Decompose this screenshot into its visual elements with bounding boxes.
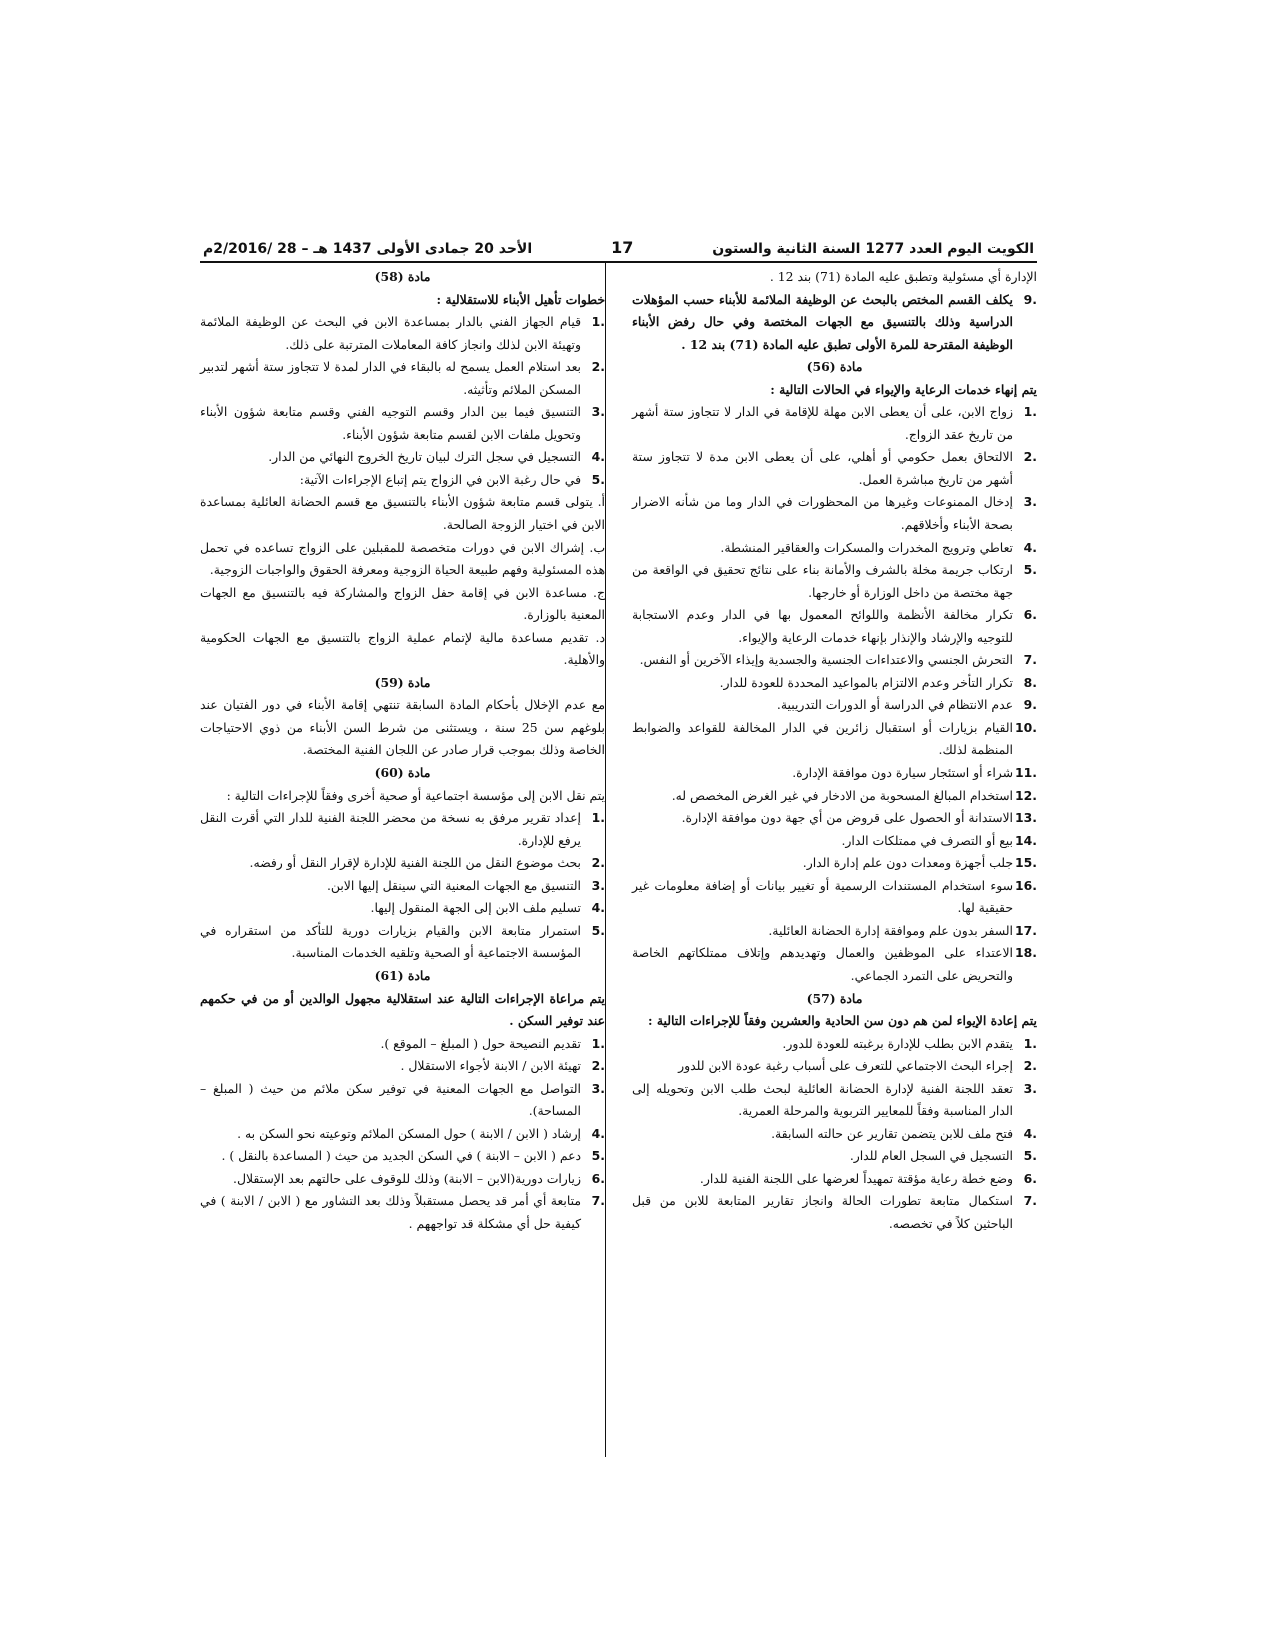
list-item: 10. القيام بزيارات أو استقبال زائرين في الدار المخالفة للقواعد والضوابط المنظمة لذلك. xyxy=(632,719,1037,758)
continuation-text: الإدارة أي مسئولية وتطبق عليه المادة (71) بند 12 . xyxy=(769,269,1037,284)
article-58-intro: خطوات تأهيل الأبناء للاستقلالية : xyxy=(436,291,605,307)
page-header xyxy=(200,237,1037,263)
list-item: 1. إعداد تقرير مرفق به نسخة من محضر اللجنة الفنية للدار التي أقرت النقل يرفع للإدارة. xyxy=(200,810,605,848)
list-item: 12. استخدام المبالغ المسحوبة من الادخار في غير الغرض المخصص له. xyxy=(671,787,1037,803)
list-item: 7. استكمال متابعة تطورات الحالة وانجاز تقارير المتابعة للابن من قبل الباحثين كلاً في تخصصه. xyxy=(632,1193,1037,1231)
list-item: 5. التسجيل في السجل العام للدار. xyxy=(849,1148,1037,1164)
list-item: 11. شراء أو استئجار سيارة دون موافقة الإدارة. xyxy=(792,765,1037,781)
list-item: 3. تعقد اللجنة الفنية لإدارة الحضانة العائلية لبحث طلب الابن وتحويله إلى الدار المناسبة وفقاً للمعايير التربوية والمرحلة العمرية. xyxy=(632,1080,1037,1119)
list-item: 1. يتقدم الابن بطلب للإدارة برغبته للعودة للدور. xyxy=(782,1035,1037,1051)
article-56-list xyxy=(632,401,1037,987)
article-60-intro: يتم نقل الابن إلى مؤسسة اجتماعية أو صحية أخرى وفقاً للإجراءات التالية : xyxy=(226,787,605,803)
two-columns xyxy=(200,263,1037,1236)
list-item: 4. فتح ملف للابن يتضمن تقارير عن حالته السابقة. xyxy=(771,1125,1037,1141)
list-item: 1. قيام الجهاز الفني بالدار بمساعدة الابن في البحث عن الوظيفة الملائمة وتهيئة الابن لذلك وانجاز كافة المعاملات المترتبة على ذلك. xyxy=(200,314,605,352)
article-59-title: مادة (59) xyxy=(374,674,431,690)
list-item: 2. بحث موضوع النقل من اللجنة الفنية للإدارة لإقرار النقل أو رفضه. xyxy=(249,855,605,871)
sub-item: ب. إشراك الابن في دورات متخصصة للمقبلين على الزواج تساعده في تحمل هذه المسئولية وفهم طبيعة الحياة الزوجية ومعرفة الحقوق والواجبات الزوجية. xyxy=(200,539,605,578)
list-item: 5. دعم ( الابن – الابنة ) في السكن الجديد من حيث ( المساعدة بالنقل ) . xyxy=(221,1148,605,1164)
list-item: 3. التنسيق مع الجهات المعنية التي سينقل إليها الابن. xyxy=(326,877,605,893)
article-59-text: مع عدم الإخلال بأحكام المادة السابقة تنتهي إقامة الأبناء في دور الفتيان عند بلوغهم سن 25 سنة ، ويستثنى من شرط السن الأبناء من ذوي الاحتياجات الخاصة وذلك بموجب قرار صادر عن اللجان الفنية المختصة. xyxy=(200,697,605,758)
article-61-title: مادة (61) xyxy=(374,967,431,983)
list-item: 4. تسليم ملف الابن إلى الجهة المنقول إليها. xyxy=(370,900,605,916)
list-item: 2. بعد استلام العمل يسمح له بالبقاء في الدار لمدة لا تتجاوز ستة أشهر لتدبير المسكن الملائم وتأثيثه. xyxy=(200,359,605,397)
header-date: الأحد 20 جمادى الأولى 1437 هـ – 28 /2/2016م xyxy=(203,241,533,257)
list-item: 16. سوء استخدام المستندات الرسمية أو تغيير بيانات أو إضافة معلومات غير حقيقية لها. xyxy=(632,877,1037,916)
article-60-title: مادة (60) xyxy=(374,765,431,781)
list-item: 4. تعاطي وترويج المخدرات والمسكرات والعقاقير المنشطة. xyxy=(720,539,1037,555)
sub-item: د. تقديم مساعدة مالية لإتمام عملية الزواج بالتنسيق مع الجهات الحكومية والأهلية. xyxy=(200,629,605,668)
list-item: 4. التسجيل في سجل الترك لبيان تاريخ الخروج النهائي من الدار. xyxy=(268,449,605,465)
list-item: 3. التواصل مع الجهات المعنية في توفير سكن ملائم من حيث ( المبلغ – المساحة). xyxy=(200,1080,605,1119)
header-issue-info: الكويت اليوم العدد 1277 السنة الثانية والستون xyxy=(712,241,1034,257)
list-item: 4. إرشاد ( الابن / الابنة ) حول المسكن الملائم وتوعيته نحو السكن به . xyxy=(237,1125,605,1141)
list-item: 7. التحرش الجنسي والاعتداءات الجنسية والجسدية وإيذاء الآخرين أو النفس. xyxy=(639,652,1037,668)
list-item: 14. بيع أو التصرف في ممتلكات الدار. xyxy=(841,832,1037,848)
list-item: 15. جلب أجهزة ومعدات دون علم إدارة الدار. xyxy=(802,855,1037,871)
column-divider xyxy=(605,263,606,1457)
article-61-intro: يتم مراعاة الإجراءات التالية عند استقلالية مجهول الوالدين أو من في حكمهم عند توفير السكن . xyxy=(200,990,605,1029)
left-column xyxy=(200,263,605,1236)
list-item: 6. تكرار مخالفة الأنظمة واللوائح المعمول بها في الدار وعدم الاستجابة للتوجيه والإرشاد والإنذار بإنهاء خدمات الرعاية والإيواء. xyxy=(632,607,1037,645)
article-57-title: مادة (57) xyxy=(806,990,863,1006)
list-item: 3. التنسيق فيما بين الدار وقسم التوجيه الفني وقسم متابعة شؤون الأبناء وتحويل ملفات الابن لقسم متابعة شؤون الأبناء. xyxy=(200,404,605,442)
art55-continued-list xyxy=(632,289,1037,357)
gazette-page xyxy=(200,237,1037,1236)
list-item: 2. إجراء البحث الاجتماعي للتعرف على أسباب رغبة عودة الابن للدور xyxy=(678,1058,1037,1074)
article-57-list xyxy=(632,1033,1037,1236)
list-item: 5. ارتكاب جريمة مخلة بالشرف والأمانة بناء على نتائج تحقيق في الواقعة من جهة مختصة من داخل الوزارة أو خارجها. xyxy=(632,562,1037,600)
list-item: 6. وضع خطة رعاية مؤقتة تمهيداً لعرضها على اللجنة الفنية للدار. xyxy=(699,1170,1037,1186)
article-57-intro: يتم إعادة الإيواء لمن هم دون سن الحادية والعشرين وفقاً للإجراءات التالية : xyxy=(647,1013,1037,1029)
list-item: 5. في حال رغبة الابن في الزواج يتم إتباع الإجراءات الآتية: xyxy=(299,471,605,487)
list-item: 1. تقديم النصيحة حول ( المبلغ – الموقع ). xyxy=(380,1035,605,1051)
article-58-title: مادة (58) xyxy=(374,269,431,284)
list-item: 5. استمرار متابعة الابن والقيام بزيارات دورية للتأكد من استقراره في المؤسسة الاجتماعية أو الصحية وتلقيه الخدمات المناسبة. xyxy=(200,922,605,961)
article-56-title: مادة (56) xyxy=(806,359,863,375)
right-column xyxy=(632,263,1037,1236)
list-item: 13. الاستدانة أو الحصول على قروض من أي جهة دون موافقة الإدارة. xyxy=(681,810,1037,826)
page-number: 17 xyxy=(611,238,634,257)
list-item: 18. الاعتداء على الموظفين والعمال وتهديدهم وإتلاف ممتلكاتهم الخاصة والتحريض على التمرد الجماعي. xyxy=(632,945,1037,983)
list-item: 9. يكلف القسم المختص بالبحث عن الوظيفة الملائمة للأبناء حسب المؤهلات الدراسية وذلك بالتنسيق مع الجهات المختصة وفي حال رفض الأبناء الوظيفة المقترحة للمرة الأولى تطبق عليه المادة (71) بند 12 . xyxy=(632,291,1037,352)
list-item: 3. إدخال الممنوعات وغيرها من المحظورات في الدار وما من شأنه الاضرار بصحة الأبناء وأخلاقهم. xyxy=(632,494,1037,533)
list-item: 7. متابعة أي أمر قد يحصل مستقبلاً وذلك بعد التشاور مع ( الابن / الابنة ) في كيفية حل أي مشكلة قد تواجههم . xyxy=(200,1193,605,1231)
sub-item: ج. مساعدة الابن في إقامة حفل الزواج والمشاركة فيه بالتنسيق مع الجهات المعنية بالوزارة. xyxy=(200,584,605,623)
article-56-intro: يتم إنهاء خدمات الرعاية والإيواء في الحالات التالية : xyxy=(770,381,1037,397)
list-item: 1. زواج الابن، على أن يعطى الابن مهلة للإقامة في الدار لا تتجاوز ستة أشهر من تاريخ عقد الزواج. xyxy=(632,404,1037,442)
list-item: 8. تكرار التأخر وعدم الالتزام بالمواعيد المحددة للعودة للدار. xyxy=(719,674,1037,690)
article-58-list xyxy=(200,311,605,491)
article-60-list xyxy=(200,807,605,965)
list-item: 9. عدم الانتظام في الدراسة أو الدورات التدريبية. xyxy=(776,697,1037,713)
sub-item: أ. يتولى قسم متابعة شؤون الأبناء بالتنسيق مع قسم الحضانة العائلية بمساعدة الابن في اختيار الزوجة الصالحة. xyxy=(200,494,605,533)
list-item: 2. تهيئة الابن / الابنة لأجواء الاستقلال . xyxy=(400,1058,605,1074)
list-item: 6. زيارات دورية(الابن – الابنة) وذلك للوقوف على حالتهم بعد الإستقلال. xyxy=(233,1170,605,1186)
list-item: 2. الالتحاق بعمل حكومي أو أهلي، على أن يعطى الابن مدة لا تتجاوز ستة أشهر من تاريخ مباشرة العمل. xyxy=(632,449,1037,487)
list-item: 17. السفر بدون علم وموافقة إدارة الحضانة العائلية. xyxy=(768,922,1037,938)
article-61-list xyxy=(200,1033,605,1236)
